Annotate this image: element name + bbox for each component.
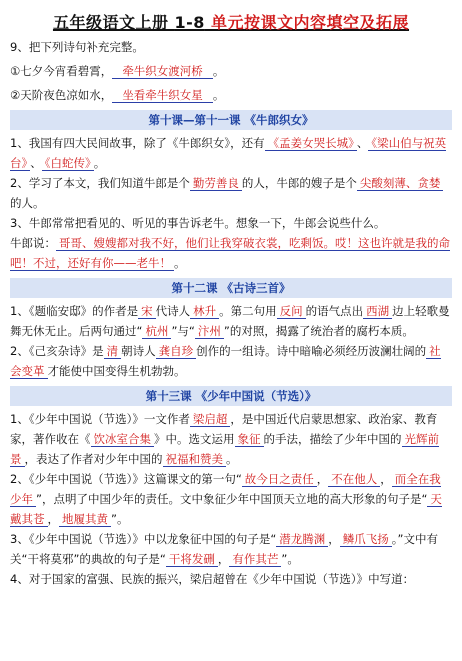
answer-blank: 宋 <box>138 304 156 319</box>
lesson-10-question-1: 1、我国有四大民间故事，除了《牛郎织女》，还有 《孟姜女哭长城》 、 《梁山伯与祝英台》 、 《白蛇传》 。 <box>10 136 447 170</box>
answer-blank: 地履其黄 <box>59 512 111 527</box>
lesson-10-question-3-answer: 牛郎说： 哥哥、嫂嫂都对我不好，他们让我穿破衣裳，吃剩饭。哎！这也许就是我的命吧！不过，还好有你——老牛！ 。 <box>10 236 450 270</box>
lesson-12-question-2: 2、《己亥杂诗》是 清 朝诗人 龚自珍 创作的一组诗。诗中暗喻必须经历波澜壮阔的 社会变革 才能使中国变得生机勃勃。 <box>10 344 441 378</box>
answer-blank: 西湖 <box>363 304 392 319</box>
answer-blank: 尖酸刻薄、贪婪 <box>357 176 444 191</box>
answer-blank: 汴州 <box>195 324 224 339</box>
answer-blank: 《白蛇传》 <box>42 156 94 171</box>
answer-blank: 林升 <box>190 304 219 319</box>
question-9-heading: 9、把下列诗句补充完整。 <box>10 40 144 54</box>
page-title <box>10 10 452 33</box>
answer-blank: 潜龙腾渊 <box>276 532 328 547</box>
answer-blank: 鳞爪飞扬 <box>340 532 392 547</box>
answer-blank: 杭州 <box>142 324 171 339</box>
answer-blank: 不在他人 <box>328 472 380 487</box>
lesson-13-question-4: 4、对于国家的富强、民族的振兴，梁启超曾在《少年中国说（节选）》中写道： <box>10 572 415 586</box>
title-text: 1-8 <box>174 13 205 32</box>
answer-blank: 龚自珍 <box>156 344 197 359</box>
title-text: 按课文内容填空及拓展 <box>244 13 410 32</box>
lesson-10-question-2: 2、学习了本文，我们知道牛郎是个 勤劳善良 的人，牛郎的嫂子是个 尖酸刻薄、贪婪的人。 <box>10 173 452 213</box>
question-9-line-1: ①七夕今宵看碧霄， 牵牛织女渡河桥 。 <box>10 64 225 78</box>
answer-blank: 坐看牵牛织女星 <box>112 88 213 103</box>
answer-blank: 象征 <box>235 432 264 447</box>
lesson-12-question-1: 1、《题临安邸》的作者是 宋 代诗人 林升 。第二句用 反问 的语气点出 西湖 边上轻歌曼舞无休无止。后两句通过“ 杭州 ”与“ 汴州 ”的对照，揭露了统治者的腐朽本质。 <box>10 304 450 338</box>
answer-blank: 哥哥、嫂嫂都对我不好，他们让我穿破衣裳，吃剩饭。哎！这也许就是我的命吧！不过，还好有你——老牛！ <box>10 236 450 270</box>
section-header-lesson-12: 第十二课 《古诗三首》 <box>10 278 452 298</box>
answer-blank: 祝福和赞美 <box>163 452 227 467</box>
answer-blank: 社会变革 <box>10 344 441 378</box>
answer-blank: 梁启超 <box>190 412 231 427</box>
lesson-13-question-3: 3、《少年中国说（节选）》中以龙象征中国的句子是“ 潜龙腾渊 ， 鳞爪飞扬 。”文中有关“干将莫邪”的典故的句子是“ 干将发硎 ， 有作其芒 ”。 <box>10 532 438 566</box>
answer-blank: 光辉前景 <box>10 432 439 466</box>
answer-blank: 天戴其苍 <box>10 492 442 526</box>
lesson-10-question-3: 3、牛郎常常把看见的、听见的事告诉老牛。想象一下，牛郎会说些什么。 <box>10 216 386 230</box>
answer-blank: 《梁山伯与祝英台》 <box>10 136 447 170</box>
answer-blank: 故今日之责任 <box>242 472 317 487</box>
title-text: 单元 <box>204 13 245 32</box>
answer-blank: 牵牛织女渡河桥 <box>112 64 213 79</box>
answer-blank: 《孟姜女哭长城》 <box>265 136 357 151</box>
answer-blank: 清 <box>104 344 122 359</box>
question-9-line-2: ②天阶夜色凉如水， 坐看牵牛织女星 。 <box>10 88 225 102</box>
lesson-13-question-1: 1、《少年中国说（节选）》一文作者 梁启超 ，是中国近代启蒙思想家、政治家、教育家，著作收在《 饮冰室合集 》中。选文运用 象征 的手法，描绘了少年中国的 光辉前景 ，表达了作者对少年中国的 祝福和赞美 。 <box>10 412 439 466</box>
lesson-13-question-2: 2、《少年中国说（节选）》这篇课文的第一句“ 故今日之责任 ， 不在他人 ， 而全在我少年 ”，点明了中国少年的责任。文中象征少年中国顶天立地的高大形象的句子是“ 天戴其苍 ， 地履其黄 ”。 <box>10 472 442 526</box>
answer-blank: 反问 <box>277 304 306 319</box>
answer-blank: 而全在我少年 <box>10 472 441 506</box>
section-header-lesson-13: 第十三课 《少年中国说（节选）》 <box>10 386 452 406</box>
answer-blank: 饮冰室合集 <box>91 432 155 447</box>
answer-blank: 干将发硎 <box>166 552 218 567</box>
title-text: 五年级语文上册 <box>52 13 175 32</box>
answer-blank: 勤劳善良 <box>190 176 242 191</box>
section-header-lesson-10-11: 第十课—第十一课 《牛郎织女》 <box>10 110 452 130</box>
answer-blank: 有作其芒 <box>229 552 281 567</box>
